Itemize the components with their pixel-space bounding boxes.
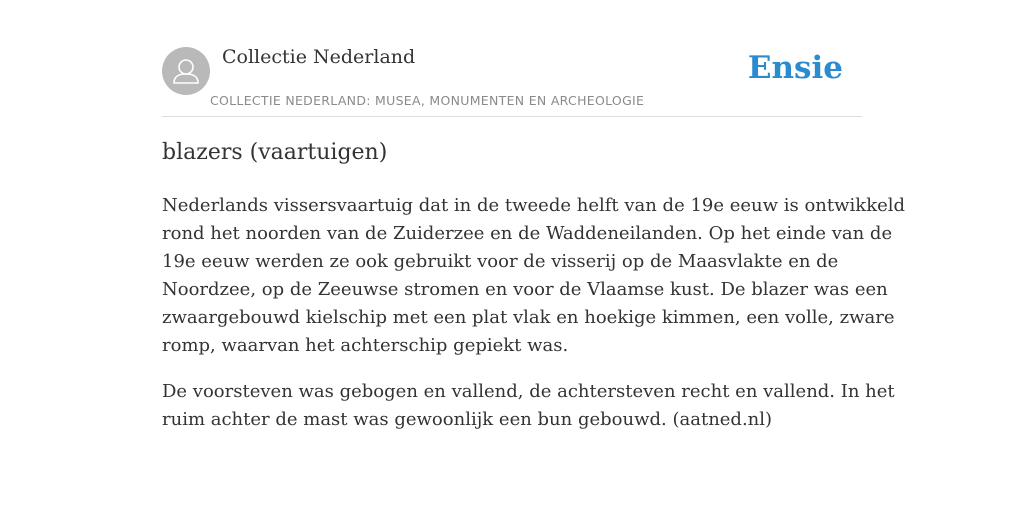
paragraph-line: romp, waarvan het achterschip gepiekt was. (162, 335, 569, 356)
user-silhouette-icon (162, 47, 210, 95)
header (162, 44, 862, 117)
paragraph-line: De voorsteven was gebogen en vallend, de achtersteven recht en vallend. In het (162, 381, 895, 402)
article-title: blazers (vaartuigen) (162, 140, 388, 165)
avatar[interactable] (162, 47, 210, 95)
paragraph-2 (162, 378, 895, 434)
article-body (162, 192, 906, 452)
paragraph-line: zwaargebouwd kielschip met een plat vlak en hoekige kimmen, een volle, zware (162, 307, 895, 328)
paragraph-line: 19e eeuw werden ze ook gebruikt voor de visserij op de Maasvlakte en de (162, 251, 839, 272)
paragraph-1 (162, 192, 906, 360)
author-subtitle: COLLECTIE NEDERLAND: MUSEA, MONUMENTEN EN ARCHEOLOGIE (210, 93, 645, 108)
paragraph-line: rond het noorden van de Zuiderzee en de Waddeneilanden. Op het einde van de (162, 223, 893, 244)
paragraph-line: Nederlands vissersvaartuig dat in de tweede helft van de 19e eeuw is ontwikkeld (162, 195, 906, 216)
author-link[interactable]: Collectie Nederland (222, 46, 416, 68)
paragraph-line: ruim achter de mast was gewoonlijk een bun gebouwd. (aatned.nl) (162, 409, 773, 430)
paragraph-line: Noordzee, op de Zeeuwse stromen en voor de Vlaamse kust. De blazer was een (162, 279, 888, 300)
ensie-logo[interactable]: Ensie (747, 50, 843, 86)
